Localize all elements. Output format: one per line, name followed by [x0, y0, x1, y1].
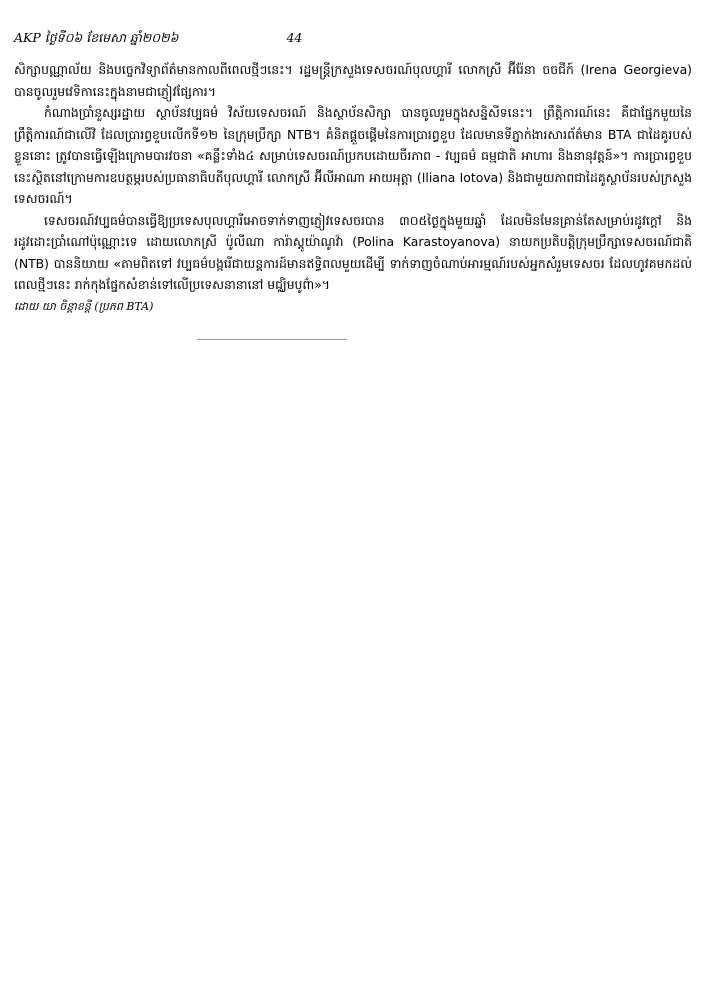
page-number: 44: [286, 30, 303, 45]
article-body: [12, 59, 695, 317]
paragraph-3: ទេសចរណ៍វប្បធម៌បានធ្វើឱ្យប្រទេសបុលហ្គារីអោចទាក់ទាញភ្ញៀវទេសចរបាន ៣០៥ថ្ងៃក្នុងមួយឆ្នាំ ដែលមិនមែនគ្រាន់តែសម្រាប់រដូវក្តៅ និងរដូវដោះប្រាំណៅប៉ុណ្ណោះទេ ដោយលោកស្រី ប៉ូលីណា ការ៉ាស្តូយ៉ាណូវ៉ា (Polina Karastoyanova) នាយកប្រតិបត្តិក្រុមប្រឹក្សាទេសចរណ៍ជាតិ (NTB) បាននិយាយ «តាមពិតទៅ វប្បធម៌បង្ករើជាយន្តការដ៍មានឥទ្ធិពលមួយដើម្បី ទាក់ទាញចំណាប់អារម្មណ៍របស់អ្នកសំរួមទេសចរ ដែលហូវគមកដល់ពេលថ្មីៗនេះ រាក់កុងផ្នែកសំខាន់ទៅលើប្រទេសនានានៅ មជ្ឈិមបូព៌ា»។: [14, 212, 692, 292]
header-title: AKP ថ្ងៃទី០៦ ខែមេសា ឆ្នាំ២០២៦: [14, 30, 179, 45]
paragraph-1: សិក្សាបណ្ណាល័យ និងបច្ចេកវិទ្យាព័ត៌មានកាលពីពេលថ្មីៗនេះ។ រដ្ឋមន្ត្រីក្រសួងទេសចរណ៍បុលហ្គារី លោកស្រី អ៊ីរ៉ែនា ចចជីក៍ (Irena Georgieva) បានចូលរួមវេទិកានេះក្នុងនាមជាភ្ញៀវផ្សែការ។: [14, 62, 692, 99]
page-header: [12, 30, 695, 49]
source-note: ដោយ យា ចិន្តាខន្តី (ប្រភព BTA): [14, 299, 154, 313]
paragraph-2: កំណាងប្រាំនួស្សរដ្ឋាយ ស្ថាប័នវប្បធម៌ វិស័យទេសចរណ៍ និងស្ថាប័នសិក្សា បានចូលរួមក្នុងសន្និសីទនេះ។ ព្រឹត្តិការណ៍នេះ គឺជាផ្នែកមួយនៃព្រឹត្តិការណ៍ជាលើវិ ដែលប្រារព្ធខួបលើកទី១២ នៃក្រុមប្រឹក្សា NTB។ គំនិតផ្តួចផ្តើមនៃការប្រារព្ធខួប ដែលមានទីភ្នាក់ងារសារព័ត៌មាន BTA ជាដៃគូរបស់ខ្លួននោះ ត្រូវបានធ្វើឡើងក្រោមបារវចនា «គន្លឹះទាំង៤ សម្រាប់ទេសចរណ៍ប្រកបដោយចីរភាព - វប្បធម៌ ធម្មជាតិ អាហារ និងនានុវត្តន៍»។ ការប្រារព្ធខួបនេះស្ថិតនៅក្រោមការឧបត្ថម្ភរបស់ប្រធានាធិបតីបុលហ្គារី លោកស្រី អ៊ីលីអាណា អាយអុត្តា (Iliana Iotova) និងជាមួយភាពជាដៃគូស្ថាប័នរបស់ក្រសួងទេសចរណ៍។: [14, 105, 692, 206]
horizontal-divider: [197, 339, 347, 340]
